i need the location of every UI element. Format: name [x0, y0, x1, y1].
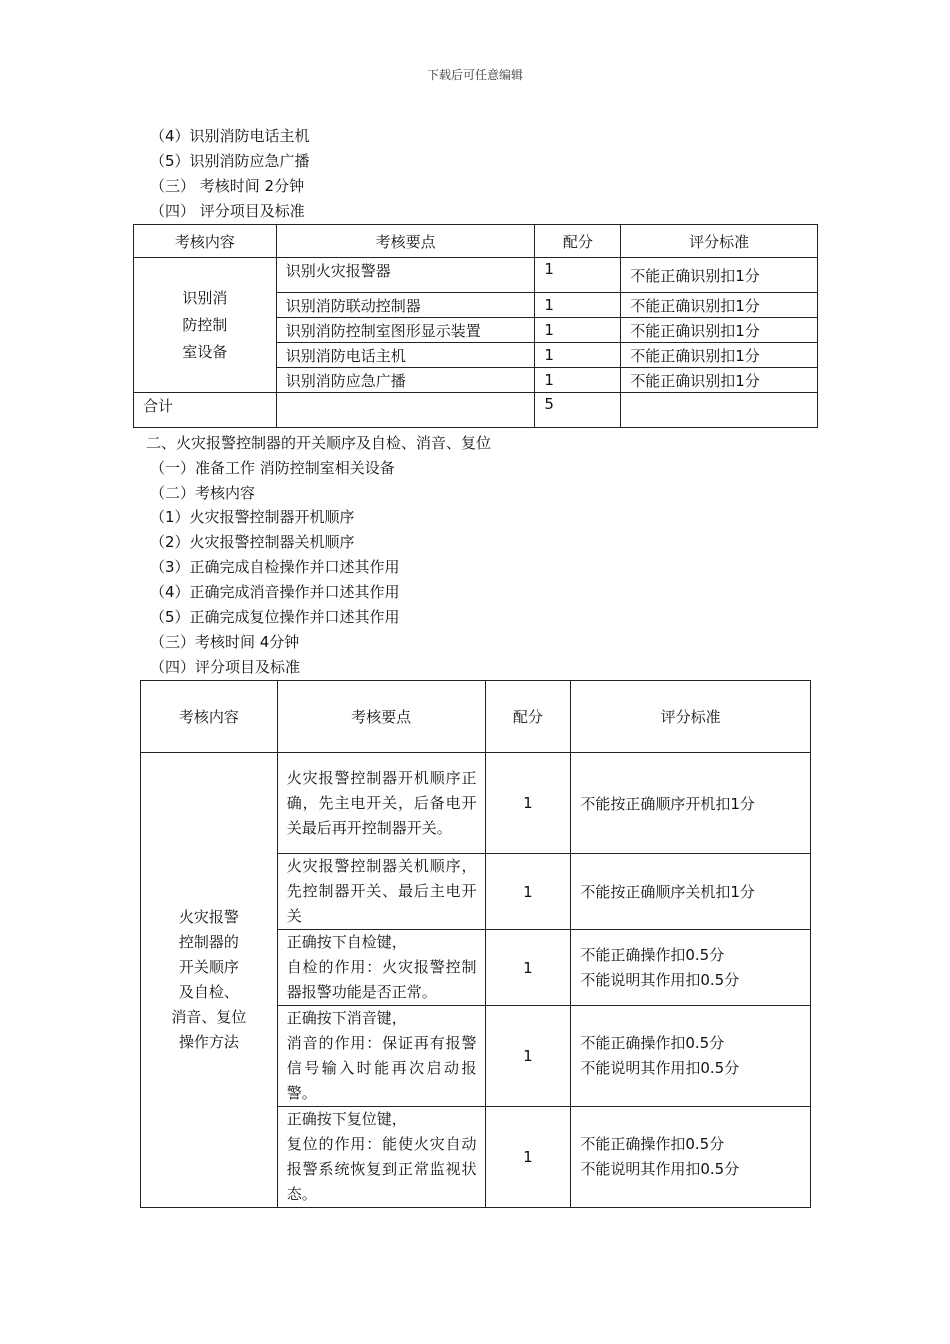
score-cell: 1 — [485, 930, 571, 1006]
category-cell: 火灾报警 控制器的 开关顺序 及自检、 消音、复位 操作方法 — [141, 753, 278, 1208]
score-cell: 1 — [485, 854, 571, 930]
page-header: 下载后可任意编辑 — [426, 68, 523, 82]
score-cell: 1 — [535, 318, 621, 343]
point-cell: 正确按下自检键， 自检的作用：火灾报警控制器报警功能是否正常。 — [277, 930, 485, 1006]
category-cell: 识别消 防控制 室设备 — [134, 258, 277, 393]
criteria-cell: 不能正确识别扣1分 — [621, 258, 818, 293]
text-line: （四）评分项目及标准 — [150, 658, 301, 676]
score-cell: 1 — [535, 258, 621, 293]
scoring-table-1 — [133, 224, 818, 428]
criteria-cell: 不能正确操作扣0.5分 不能说明其作用扣0.5分 — [571, 1107, 811, 1208]
empty-cell — [621, 393, 818, 428]
point-cell: 识别消防电话主机 — [276, 343, 535, 368]
point-cell: 火灾报警控制器开机顺序正确，先主电开关，后备电开关最后再开控制器开关。 — [277, 753, 485, 854]
header-cell: 评分标准 — [621, 225, 818, 258]
score-cell: 1 — [485, 753, 571, 854]
header-cell: 评分标准 — [571, 681, 811, 753]
criteria-cell: 不能正确识别扣1分 — [621, 318, 818, 343]
point-cell: 识别火灾报警器 — [276, 258, 535, 293]
text-line: （三）考核时间 4分钟 — [150, 633, 300, 651]
section-heading: 二、火灾报警控制器的开关顺序及自检、消音、复位 — [146, 434, 492, 452]
criteria-cell: 不能正确操作扣0.5分 不能说明其作用扣0.5分 — [571, 930, 811, 1006]
score-cell: 1 — [535, 293, 621, 318]
point-cell: 识别消防应急广播 — [276, 368, 535, 393]
total-label-cell: 合计 — [134, 393, 277, 428]
text-line: （三） 考核时间 2分钟 — [150, 177, 305, 195]
point-cell: 正确按下消音键， 消音的作用：保证再有报警信号输入时能再次启动报警。 — [277, 1006, 485, 1107]
criteria-cell: 不能按正确顺序关机扣1分 — [571, 854, 811, 930]
header-cell: 配分 — [485, 681, 571, 753]
text-line: （1）火灾报警控制器开机顺序 — [150, 508, 355, 526]
point-cell: 正确按下复位键， 复位的作用：能使火灾自动报警系统恢复到正常监视状态。 — [277, 1107, 485, 1208]
text-line: （4）正确完成消音操作并口述其作用 — [150, 583, 400, 601]
score-cell: 1 — [535, 343, 621, 368]
criteria-cell: 不能正确识别扣1分 — [621, 343, 818, 368]
criteria-cell: 不能正确识别扣1分 — [621, 293, 818, 318]
header-cell: 配分 — [535, 225, 621, 258]
point-cell: 识别消防控制室图形显示装置 — [276, 318, 535, 343]
text-line: （5）识别消防应急广播 — [150, 152, 310, 170]
scoring-table-2 — [140, 680, 811, 1208]
text-line: （四） 评分项目及标准 — [150, 202, 305, 220]
criteria-cell: 不能正确识别扣1分 — [621, 368, 818, 393]
text-line: （4）识别消防电话主机 — [150, 127, 310, 145]
text-line: （2）火灾报警控制器关机顺序 — [150, 533, 355, 551]
criteria-cell: 不能正确操作扣0.5分 不能说明其作用扣0.5分 — [571, 1006, 811, 1107]
total-score-cell: 5 — [535, 393, 621, 428]
text-line: （5）正确完成复位操作并口述其作用 — [150, 608, 400, 626]
score-cell: 1 — [535, 368, 621, 393]
criteria-cell: 不能按正确顺序开机扣1分 — [571, 753, 811, 854]
header-cell: 考核内容 — [134, 225, 277, 258]
text-line: （3）正确完成自检操作并口述其作用 — [150, 558, 400, 576]
point-cell: 识别消防联动控制器 — [276, 293, 535, 318]
header-cell: 考核要点 — [276, 225, 535, 258]
point-cell: 火灾报警控制器关机顺序，先控制器开关、最后主电开关 — [277, 854, 485, 930]
header-cell: 考核要点 — [277, 681, 485, 753]
score-cell: 1 — [485, 1006, 571, 1107]
text-line: （二）考核内容 — [150, 484, 256, 502]
header-cell: 考核内容 — [141, 681, 278, 753]
text-line: （一）准备工作 消防控制室相关设备 — [150, 459, 395, 477]
empty-cell — [276, 393, 535, 428]
score-cell: 1 — [485, 1107, 571, 1208]
